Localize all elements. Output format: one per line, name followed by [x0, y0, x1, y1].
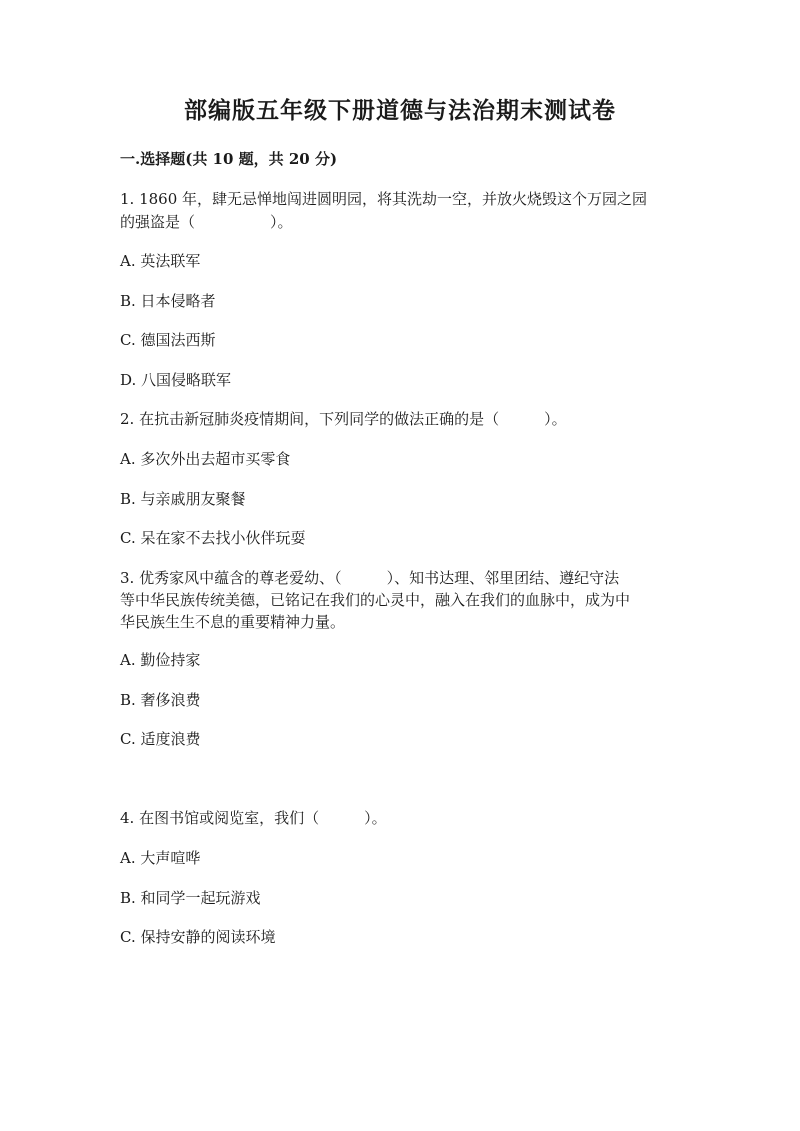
question-4-option-c: C. 保持安静的阅读环境 — [120, 928, 276, 946]
question-2-stem-line-1: 2. 在抗击新冠肺炎疫情期间，下列同学的做法正确的是（ ）。 — [120, 410, 567, 428]
question-1-stem-line-2: 的强盗是（ ）。 — [120, 213, 293, 231]
question-2-option-b: B. 与亲戚朋友聚餐 — [120, 490, 246, 508]
question-1-option-a: A. 英法联军 — [120, 252, 201, 270]
question-4-stem-line-1: 4. 在图书馆或阅览室，我们（ ）。 — [120, 809, 387, 827]
section-heading: 一.选择题(共 10 题，共 20 分) — [120, 150, 338, 168]
question-1-option-b: B. 日本侵略者 — [120, 292, 216, 310]
question-1-stem-line-1: 1. 1860 年，肆无忌惮地闯进圆明园，将其洗劫一空，并放火烧毁这个万园之园 — [120, 190, 648, 208]
question-4-option-b: B. 和同学一起玩游戏 — [120, 889, 261, 907]
question-1-option-d: D. 八国侵略联军 — [120, 371, 232, 389]
question-3-option-a: A. 勤俭持家 — [120, 651, 201, 669]
question-3-stem-line-2: 等中华民族传统美德，已铭记在我们的心灵中，融入在我们的血脉中，成为中 — [120, 591, 631, 609]
question-1-option-c: C. 德国法西斯 — [120, 331, 216, 349]
question-2-option-a: A. 多次外出去超市买零食 — [120, 450, 291, 468]
question-3-option-b: B. 奢侈浪费 — [120, 691, 201, 709]
page-title: 部编版五年级下册道德与法治期末测试卷 — [184, 97, 616, 124]
question-4-option-a: A. 大声喧哗 — [120, 849, 201, 867]
question-3-stem-line-3: 华民族生生不息的重要精神力量。 — [120, 613, 346, 631]
question-3-option-c: C. 适度浪费 — [120, 730, 201, 748]
question-2-option-c: C. 呆在家不去找小伙伴玩耍 — [120, 529, 306, 547]
question-3-stem-line-1: 3. 优秀家风中蕴含的尊老爱幼、（ ）、知书达理、邻里团结、遵纪守法 — [120, 569, 620, 587]
